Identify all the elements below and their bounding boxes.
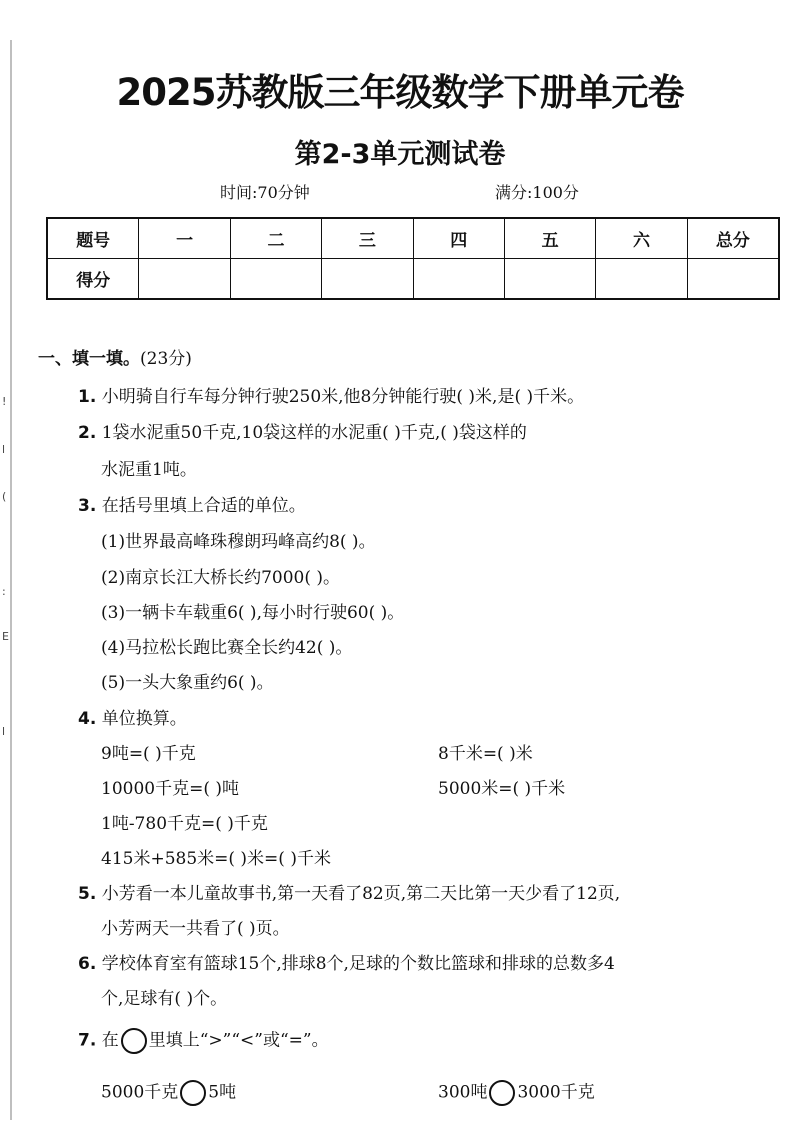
score-table-header-row — [47, 218, 779, 259]
question-text: 小明骑自行车每分钟行驶250米,他8分钟能行驶( )米,是( )千米。 — [101, 387, 585, 407]
compare-item — [438, 1080, 595, 1106]
score-table-header-cell: 总分 — [687, 218, 779, 259]
question-text: 学校体育室有篮球15个,排球8个,足球的个数比篮球和排球的总数多4 — [101, 954, 615, 974]
section-heading — [38, 348, 192, 370]
score-cell[interactable] — [322, 259, 413, 300]
margin-mark: : — [2, 585, 6, 598]
compare-item — [101, 1080, 236, 1106]
question-3-item: (3)一辆卡车载重6( ),每小时行驶60( )。 — [101, 603, 405, 623]
question-2-continued: 水泥重1吨。 — [101, 460, 197, 480]
question-number: 5. — [78, 884, 97, 904]
question-number: 1. — [78, 387, 97, 407]
score-cell[interactable] — [596, 259, 687, 300]
question-text-pre: 在 — [101, 1030, 119, 1051]
question-text-post: 里填上“>”“<”或“=”。 — [148, 1030, 329, 1051]
compare-answer-circle[interactable] — [180, 1080, 206, 1106]
score-table-header-cell: 四 — [413, 218, 504, 259]
score-cell[interactable] — [687, 259, 779, 300]
margin-mark: ! — [2, 395, 7, 408]
compare-circle-icon — [121, 1028, 147, 1054]
compare-answer-circle[interactable] — [489, 1080, 515, 1106]
question-number: 4. — [78, 709, 97, 729]
score-cell[interactable] — [504, 259, 595, 300]
conversion-item: 1吨-780千克=( )千克 — [101, 814, 268, 834]
question-3-item: (2)南京长江大桥长约7000( )。 — [101, 568, 341, 588]
question-number: 2. — [78, 423, 97, 443]
page-title: 2025苏教版三年级数学下册单元卷 — [116, 71, 684, 114]
exam-time: 时间:70分钟 — [220, 183, 310, 202]
conversion-item: 9吨=( )千克 — [101, 744, 196, 764]
conversion-item: 8千米=( )米 — [438, 744, 533, 764]
conversion-item: 415米+585米=( )米=( )千米 — [101, 849, 331, 869]
question-2 — [78, 422, 527, 444]
question-3-item: (5)一头大象重约6( )。 — [101, 673, 274, 693]
score-table — [46, 217, 780, 300]
compare-right-value: 3000千克 — [517, 1082, 595, 1103]
question-5-continued: 小芳两天一共看了( )页。 — [101, 919, 290, 939]
compare-right-value: 5吨 — [208, 1082, 237, 1103]
margin-mark: l — [2, 725, 6, 738]
conversion-item: 5000米=( )千米 — [438, 779, 566, 799]
question-text: 单位换算。 — [101, 709, 187, 729]
question-1 — [78, 386, 584, 408]
score-cell[interactable] — [230, 259, 321, 300]
question-3-item: (1)世界最高峰珠穆朗玛峰高约8( )。 — [101, 532, 376, 552]
score-table-header-cell: 五 — [504, 218, 595, 259]
question-6-continued: 个,足球有( )个。 — [101, 989, 228, 1009]
question-number: 6. — [78, 954, 97, 974]
score-table-header-cell: 题号 — [47, 218, 139, 259]
score-cell[interactable] — [413, 259, 504, 300]
question-4 — [78, 708, 187, 730]
question-6 — [78, 953, 615, 975]
score-table-header-cell: 一 — [139, 218, 230, 259]
margin-mark: l — [2, 443, 6, 456]
score-table-row-label: 得分 — [47, 259, 139, 300]
question-number: 3. — [78, 496, 97, 516]
full-score: 满分:100分 — [495, 183, 579, 202]
question-3-item: (4)马拉松长跑比赛全长约42( )。 — [101, 638, 353, 658]
compare-left-value: 300吨 — [438, 1082, 488, 1103]
score-table-header-cell: 二 — [230, 218, 321, 259]
score-table-header-cell: 六 — [596, 218, 687, 259]
question-number: 7. — [78, 1030, 97, 1051]
margin-mark: E — [2, 630, 9, 643]
question-text: 1袋水泥重50千克,10袋这样的水泥重( )千克,( )袋这样的 — [101, 423, 527, 443]
section-points: (23分) — [140, 349, 192, 369]
question-7 — [78, 1028, 329, 1054]
score-table-header-cell: 三 — [322, 218, 413, 259]
question-3 — [78, 495, 306, 517]
margin-mark: ( — [2, 490, 7, 503]
question-5 — [78, 883, 620, 905]
question-text: 在括号里填上合适的单位。 — [101, 496, 306, 516]
conversion-item: 10000千克=( )吨 — [101, 779, 239, 799]
score-table-score-row — [47, 259, 779, 300]
page-subtitle: 第2-3单元测试卷 — [294, 139, 506, 170]
compare-left-value: 5000千克 — [101, 1082, 179, 1103]
score-cell[interactable] — [139, 259, 230, 300]
section-title: 一、填一填。 — [38, 349, 140, 369]
question-text: 小芳看一本儿童故事书,第一天看了82页,第二天比第一天少看了12页, — [101, 884, 621, 904]
